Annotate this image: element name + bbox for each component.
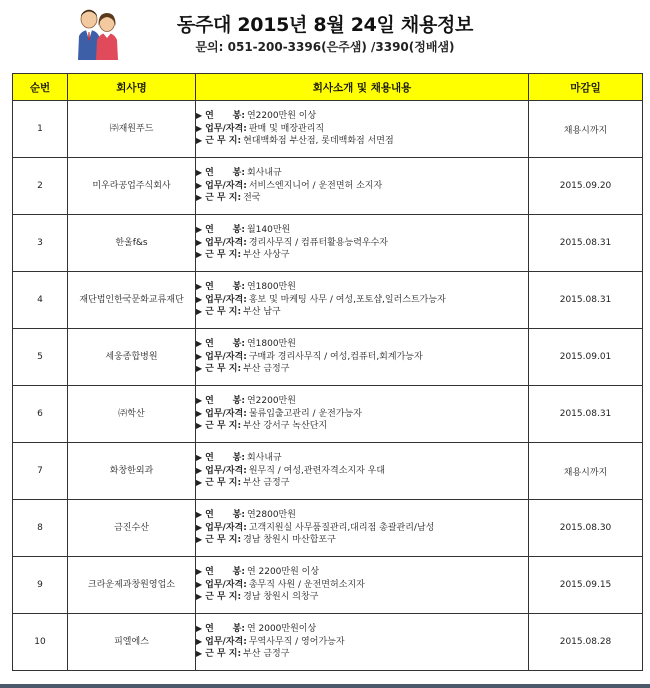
detail-value-location: 전국 bbox=[243, 193, 261, 204]
job-rows bbox=[13, 101, 643, 671]
job-details bbox=[196, 272, 529, 329]
detail-value-location: 부산 금정구 bbox=[243, 478, 290, 489]
company-name: ㈜재원푸드 bbox=[68, 101, 196, 158]
detail-label-salary: 연 봉: bbox=[205, 225, 245, 236]
detail-line-salary bbox=[196, 167, 528, 180]
detail-value-duty: 서비스엔지니어 / 운전면허 소지자 bbox=[248, 180, 383, 191]
job-details bbox=[196, 557, 529, 614]
triangle-bullet-icon: ▶ bbox=[196, 339, 203, 349]
table-row bbox=[13, 443, 643, 500]
detail-label-duty: 업무/자격: bbox=[205, 294, 247, 305]
detail-line-location bbox=[196, 648, 528, 661]
detail-line-salary bbox=[196, 566, 528, 579]
detail-label-salary: 연 봉: bbox=[205, 567, 245, 578]
column-header-details: 회사소개 및 채용내용 bbox=[196, 74, 529, 101]
triangle-bullet-icon: ▶ bbox=[196, 579, 203, 589]
detail-value-location: 부산 금정구 bbox=[243, 649, 290, 660]
detail-line-salary bbox=[196, 110, 528, 123]
detail-label-location: 근 무 지: bbox=[205, 193, 242, 204]
detail-line-location bbox=[196, 477, 528, 490]
detail-value-duty: 고객지원실 사무품질관리,대리점 총괄관리/남성 bbox=[248, 522, 435, 533]
row-number: 5 bbox=[13, 329, 68, 386]
company-name: 피엘에스 bbox=[68, 614, 196, 671]
column-header-number: 순번 bbox=[13, 74, 68, 101]
detail-value-location: 부산 금정구 bbox=[243, 364, 290, 375]
column-header-company: 회사명 bbox=[68, 74, 196, 101]
table-row bbox=[13, 329, 643, 386]
page-title: 동주대 2015년 8월 24일 채용정보 bbox=[176, 14, 474, 36]
column-header-deadline: 마감일 bbox=[529, 74, 643, 101]
deadline: 채용시까지 bbox=[529, 443, 643, 500]
detail-value-salary: 연 2200만원 이상 bbox=[246, 567, 320, 578]
detail-line-salary bbox=[196, 623, 528, 636]
triangle-bullet-icon: ▶ bbox=[196, 421, 203, 431]
detail-label-location: 근 무 지: bbox=[205, 535, 242, 546]
detail-label-duty: 업무/자격: bbox=[205, 180, 247, 191]
triangle-bullet-icon: ▶ bbox=[196, 396, 203, 406]
triangle-bullet-icon: ▶ bbox=[196, 624, 203, 634]
detail-line-duty bbox=[196, 408, 528, 421]
table-row bbox=[13, 386, 643, 443]
triangle-bullet-icon: ▶ bbox=[196, 307, 203, 317]
detail-value-duty: 경리사무직 / 컴퓨터활용능력우수자 bbox=[248, 237, 388, 248]
detail-line-location bbox=[196, 249, 528, 262]
detail-label-location: 근 무 지: bbox=[205, 478, 242, 489]
detail-label-location: 근 무 지: bbox=[205, 136, 242, 147]
detail-line-duty bbox=[196, 636, 528, 649]
deadline: 2015.08.28 bbox=[529, 614, 643, 671]
job-details bbox=[196, 101, 529, 158]
table-row bbox=[13, 500, 643, 557]
detail-line-duty bbox=[196, 465, 528, 478]
detail-line-location bbox=[196, 363, 528, 376]
triangle-bullet-icon: ▶ bbox=[196, 225, 203, 235]
detail-label-salary: 연 봉: bbox=[205, 510, 245, 521]
detail-label-location: 근 무 지: bbox=[205, 307, 242, 318]
detail-line-duty bbox=[196, 579, 528, 592]
job-details bbox=[196, 614, 529, 671]
detail-label-duty: 업무/자격: bbox=[205, 579, 247, 590]
row-number: 2 bbox=[13, 158, 68, 215]
detail-value-location: 부산 남구 bbox=[243, 307, 281, 318]
triangle-bullet-icon: ▶ bbox=[196, 510, 203, 520]
detail-label-location: 근 무 지: bbox=[205, 421, 242, 432]
row-number: 4 bbox=[13, 272, 68, 329]
detail-label-duty: 업무/자격: bbox=[205, 465, 247, 476]
company-name: 재단법인한국문화교류재단 bbox=[68, 272, 196, 329]
table-row bbox=[13, 215, 643, 272]
detail-value-duty: 홍보 및 마케팅 사무 / 여성,포토샵,일러스트가능자 bbox=[248, 294, 446, 305]
detail-label-duty: 업무/자격: bbox=[205, 123, 247, 134]
company-name: 화창한외과 bbox=[68, 443, 196, 500]
deadline: 채용시까지 bbox=[529, 101, 643, 158]
triangle-bullet-icon: ▶ bbox=[196, 364, 203, 374]
detail-label-location: 근 무 지: bbox=[205, 250, 242, 261]
triangle-bullet-icon: ▶ bbox=[196, 123, 203, 133]
job-details bbox=[196, 500, 529, 557]
detail-line-location bbox=[196, 420, 528, 433]
detail-line-salary bbox=[196, 338, 528, 351]
detail-line-salary bbox=[196, 281, 528, 294]
detail-line-duty bbox=[196, 522, 528, 535]
job-details bbox=[196, 329, 529, 386]
detail-label-duty: 업무/자격: bbox=[205, 237, 247, 248]
triangle-bullet-icon: ▶ bbox=[196, 535, 203, 545]
job-listings-table bbox=[12, 73, 643, 671]
deadline: 2015.09.15 bbox=[529, 557, 643, 614]
triangle-bullet-icon: ▶ bbox=[196, 453, 203, 463]
detail-line-duty bbox=[196, 180, 528, 193]
detail-value-salary: 연2800만원 bbox=[246, 510, 296, 521]
detail-value-salary: 연 2000만원이상 bbox=[246, 624, 317, 635]
job-details bbox=[196, 443, 529, 500]
job-details bbox=[196, 215, 529, 272]
detail-value-salary: 회사내규 bbox=[246, 168, 282, 179]
detail-line-location bbox=[196, 534, 528, 547]
deadline: 2015.09.01 bbox=[529, 329, 643, 386]
detail-value-duty: 판매 및 매장관리직 bbox=[248, 123, 325, 134]
triangle-bullet-icon: ▶ bbox=[196, 136, 203, 146]
detail-label-location: 근 무 지: bbox=[205, 364, 242, 375]
job-details bbox=[196, 158, 529, 215]
detail-line-salary bbox=[196, 395, 528, 408]
detail-value-salary: 회사내규 bbox=[246, 453, 282, 464]
company-name: 세웅종합병원 bbox=[68, 329, 196, 386]
table-row bbox=[13, 557, 643, 614]
contact-info: 문의: 051-200-3396(은주샘) /3390(정배샘) bbox=[195, 40, 455, 54]
row-number: 8 bbox=[13, 500, 68, 557]
triangle-bullet-icon: ▶ bbox=[196, 592, 203, 602]
detail-label-location: 근 무 지: bbox=[205, 592, 242, 603]
detail-label-salary: 연 봉: bbox=[205, 624, 245, 635]
row-number: 1 bbox=[13, 101, 68, 158]
company-name: 크라운제과창원영업소 bbox=[68, 557, 196, 614]
job-details bbox=[196, 386, 529, 443]
detail-line-salary bbox=[196, 509, 528, 522]
detail-value-duty: 물류입출고관리 / 운전가능자 bbox=[248, 408, 362, 419]
detail-label-salary: 연 봉: bbox=[205, 453, 245, 464]
detail-label-salary: 연 봉: bbox=[205, 111, 245, 122]
detail-value-salary: 연2200만원 이상 bbox=[246, 111, 317, 122]
triangle-bullet-icon: ▶ bbox=[196, 408, 203, 418]
detail-line-location bbox=[196, 135, 528, 148]
triangle-bullet-icon: ▶ bbox=[196, 111, 203, 121]
detail-value-location: 현대백화점 부산점, 롯데백화점 서면점 bbox=[243, 136, 394, 147]
detail-value-duty: 총무직 사원 / 운전면허소지자 bbox=[248, 579, 365, 590]
detail-line-duty bbox=[196, 237, 528, 250]
deadline: 2015.08.31 bbox=[529, 215, 643, 272]
triangle-bullet-icon: ▶ bbox=[196, 649, 203, 659]
detail-line-duty bbox=[196, 123, 528, 136]
table-header-row bbox=[13, 74, 643, 101]
detail-line-salary bbox=[196, 452, 528, 465]
deadline: 2015.08.31 bbox=[529, 386, 643, 443]
company-name: 한울f&s bbox=[68, 215, 196, 272]
detail-line-duty bbox=[196, 294, 528, 307]
detail-label-salary: 연 봉: bbox=[205, 339, 245, 350]
detail-label-salary: 연 봉: bbox=[205, 282, 245, 293]
detail-value-duty: 구매과 경리사무직 / 여성,컴퓨터,회계가능자 bbox=[248, 351, 423, 362]
detail-line-location bbox=[196, 591, 528, 604]
triangle-bullet-icon: ▶ bbox=[196, 250, 203, 260]
table-row bbox=[13, 272, 643, 329]
detail-line-location bbox=[196, 192, 528, 205]
detail-line-salary bbox=[196, 224, 528, 237]
triangle-bullet-icon: ▶ bbox=[196, 522, 203, 532]
detail-value-salary: 월140만원 bbox=[246, 225, 291, 236]
table-row bbox=[13, 158, 643, 215]
detail-value-salary: 연1800만원 bbox=[246, 282, 296, 293]
detail-value-duty: 무역사무직 / 영어가능자 bbox=[248, 636, 345, 647]
row-number: 10 bbox=[13, 614, 68, 671]
row-number: 7 bbox=[13, 443, 68, 500]
detail-value-salary: 연2200만원 bbox=[246, 396, 296, 407]
row-number: 9 bbox=[13, 557, 68, 614]
detail-label-location: 근 무 지: bbox=[205, 649, 242, 660]
deadline: 2015.08.31 bbox=[529, 272, 643, 329]
deadline: 2015.08.30 bbox=[529, 500, 643, 557]
detail-label-salary: 연 봉: bbox=[205, 396, 245, 407]
triangle-bullet-icon: ▶ bbox=[196, 168, 203, 178]
detail-value-location: 부산 사상구 bbox=[243, 250, 290, 261]
page-header bbox=[0, 0, 650, 68]
triangle-bullet-icon: ▶ bbox=[196, 282, 203, 292]
row-number: 6 bbox=[13, 386, 68, 443]
triangle-bullet-icon: ▶ bbox=[196, 465, 203, 475]
triangle-bullet-icon: ▶ bbox=[196, 351, 203, 361]
detail-value-salary: 연1800만원 bbox=[246, 339, 296, 350]
triangle-bullet-icon: ▶ bbox=[196, 193, 203, 203]
detail-label-duty: 업무/자격: bbox=[205, 351, 247, 362]
detail-label-salary: 연 봉: bbox=[205, 168, 245, 179]
company-name: 미우라공업주식회사 bbox=[68, 158, 196, 215]
triangle-bullet-icon: ▶ bbox=[196, 237, 203, 247]
detail-label-duty: 업무/자격: bbox=[205, 522, 247, 533]
detail-label-duty: 업무/자격: bbox=[205, 408, 247, 419]
triangle-bullet-icon: ▶ bbox=[196, 294, 203, 304]
row-number: 3 bbox=[13, 215, 68, 272]
triangle-bullet-icon: ▶ bbox=[196, 180, 203, 190]
detail-value-location: 부산 강서구 녹산단지 bbox=[243, 421, 328, 432]
table-row bbox=[13, 614, 643, 671]
table-row bbox=[13, 101, 643, 158]
detail-line-duty bbox=[196, 351, 528, 364]
company-name: ㈜학산 bbox=[68, 386, 196, 443]
detail-value-location: 경남 창원시 마산합포구 bbox=[243, 535, 336, 546]
bottom-bar bbox=[0, 684, 650, 688]
deadline: 2015.09.20 bbox=[529, 158, 643, 215]
detail-label-duty: 업무/자격: bbox=[205, 636, 247, 647]
company-name: 금진수산 bbox=[68, 500, 196, 557]
detail-line-location bbox=[196, 306, 528, 319]
triangle-bullet-icon: ▶ bbox=[196, 636, 203, 646]
triangle-bullet-icon: ▶ bbox=[196, 567, 203, 577]
detail-value-duty: 원무직 / 여성,관련자격소지자 우대 bbox=[248, 465, 386, 476]
detail-value-location: 경남 창원시 의창구 bbox=[243, 592, 319, 603]
triangle-bullet-icon: ▶ bbox=[196, 478, 203, 488]
